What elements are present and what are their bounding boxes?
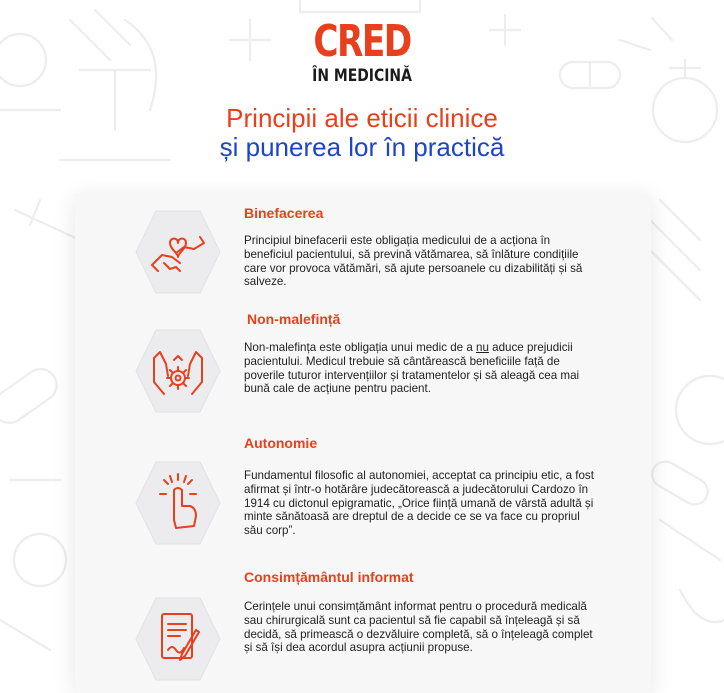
- item-title-consimtamant: Consimțământul informat: [244, 569, 414, 585]
- signed-document-icon: [134, 596, 222, 682]
- pointing-hand-icon: [134, 460, 222, 546]
- item-text-autonomie: Fundamentul filosofic al autonomiei, acceptat ca principiu etic, a fost afirmat și într-o hotărâre judecătorească a judecătorului Cardozo în 1914 cu dictonul epigramatic, „Orice ființă umană de vârstă adultă și minte sănătoasă are dreptul de a decide ce se va face cu propriul său corp”.: [244, 469, 594, 538]
- principles-card: [75, 193, 651, 693]
- item-text-binefacerea: Principiul binefacerii este obligația medicului de a acționa în beneficiul pacientului, să prevină vătămarea, să înlăture condițiile care vor provoca vătămări, să ajute persoanele cu dizabilități și să salveze.: [244, 234, 583, 289]
- logo-cred: CRED: [313, 16, 411, 67]
- page-title-line2: și punerea lor în practică: [219, 132, 505, 162]
- item-text-consimtamant: Cerințele unui consimțământ informat pentru o procedură medicală sau chirurgicală sunt ca pacientul să fie capabil să înțeleagă și să decidă, să primească o dezvăluire completă, să o înțeleagă complet și să își dea acordul asupra acțiunii propuse.: [244, 600, 593, 655]
- item-text-non-malefinta: Non-malefința este obligația unui medic de a nu aduce prejudicii pacientului. Medicul trebuie să cântărească beneficiile față de poverile tuturor intervențiilor și tratamentelor și să aleagă cea mai bună cale de acțiune pentru pacient.: [244, 341, 580, 396]
- handshake-heart-icon: [134, 209, 222, 295]
- page-title-line1: Principii ale eticii clinice: [226, 103, 498, 133]
- item-title-non-malefinta: Non-malefință: [247, 311, 341, 327]
- item-title-binefacerea: Binefacerea: [244, 205, 324, 221]
- logo-subtitle: ÎN MEDICINĂ: [312, 66, 412, 86]
- item-title-autonomie: Autonomie: [244, 435, 318, 451]
- hands-gear-icon: [134, 328, 222, 414]
